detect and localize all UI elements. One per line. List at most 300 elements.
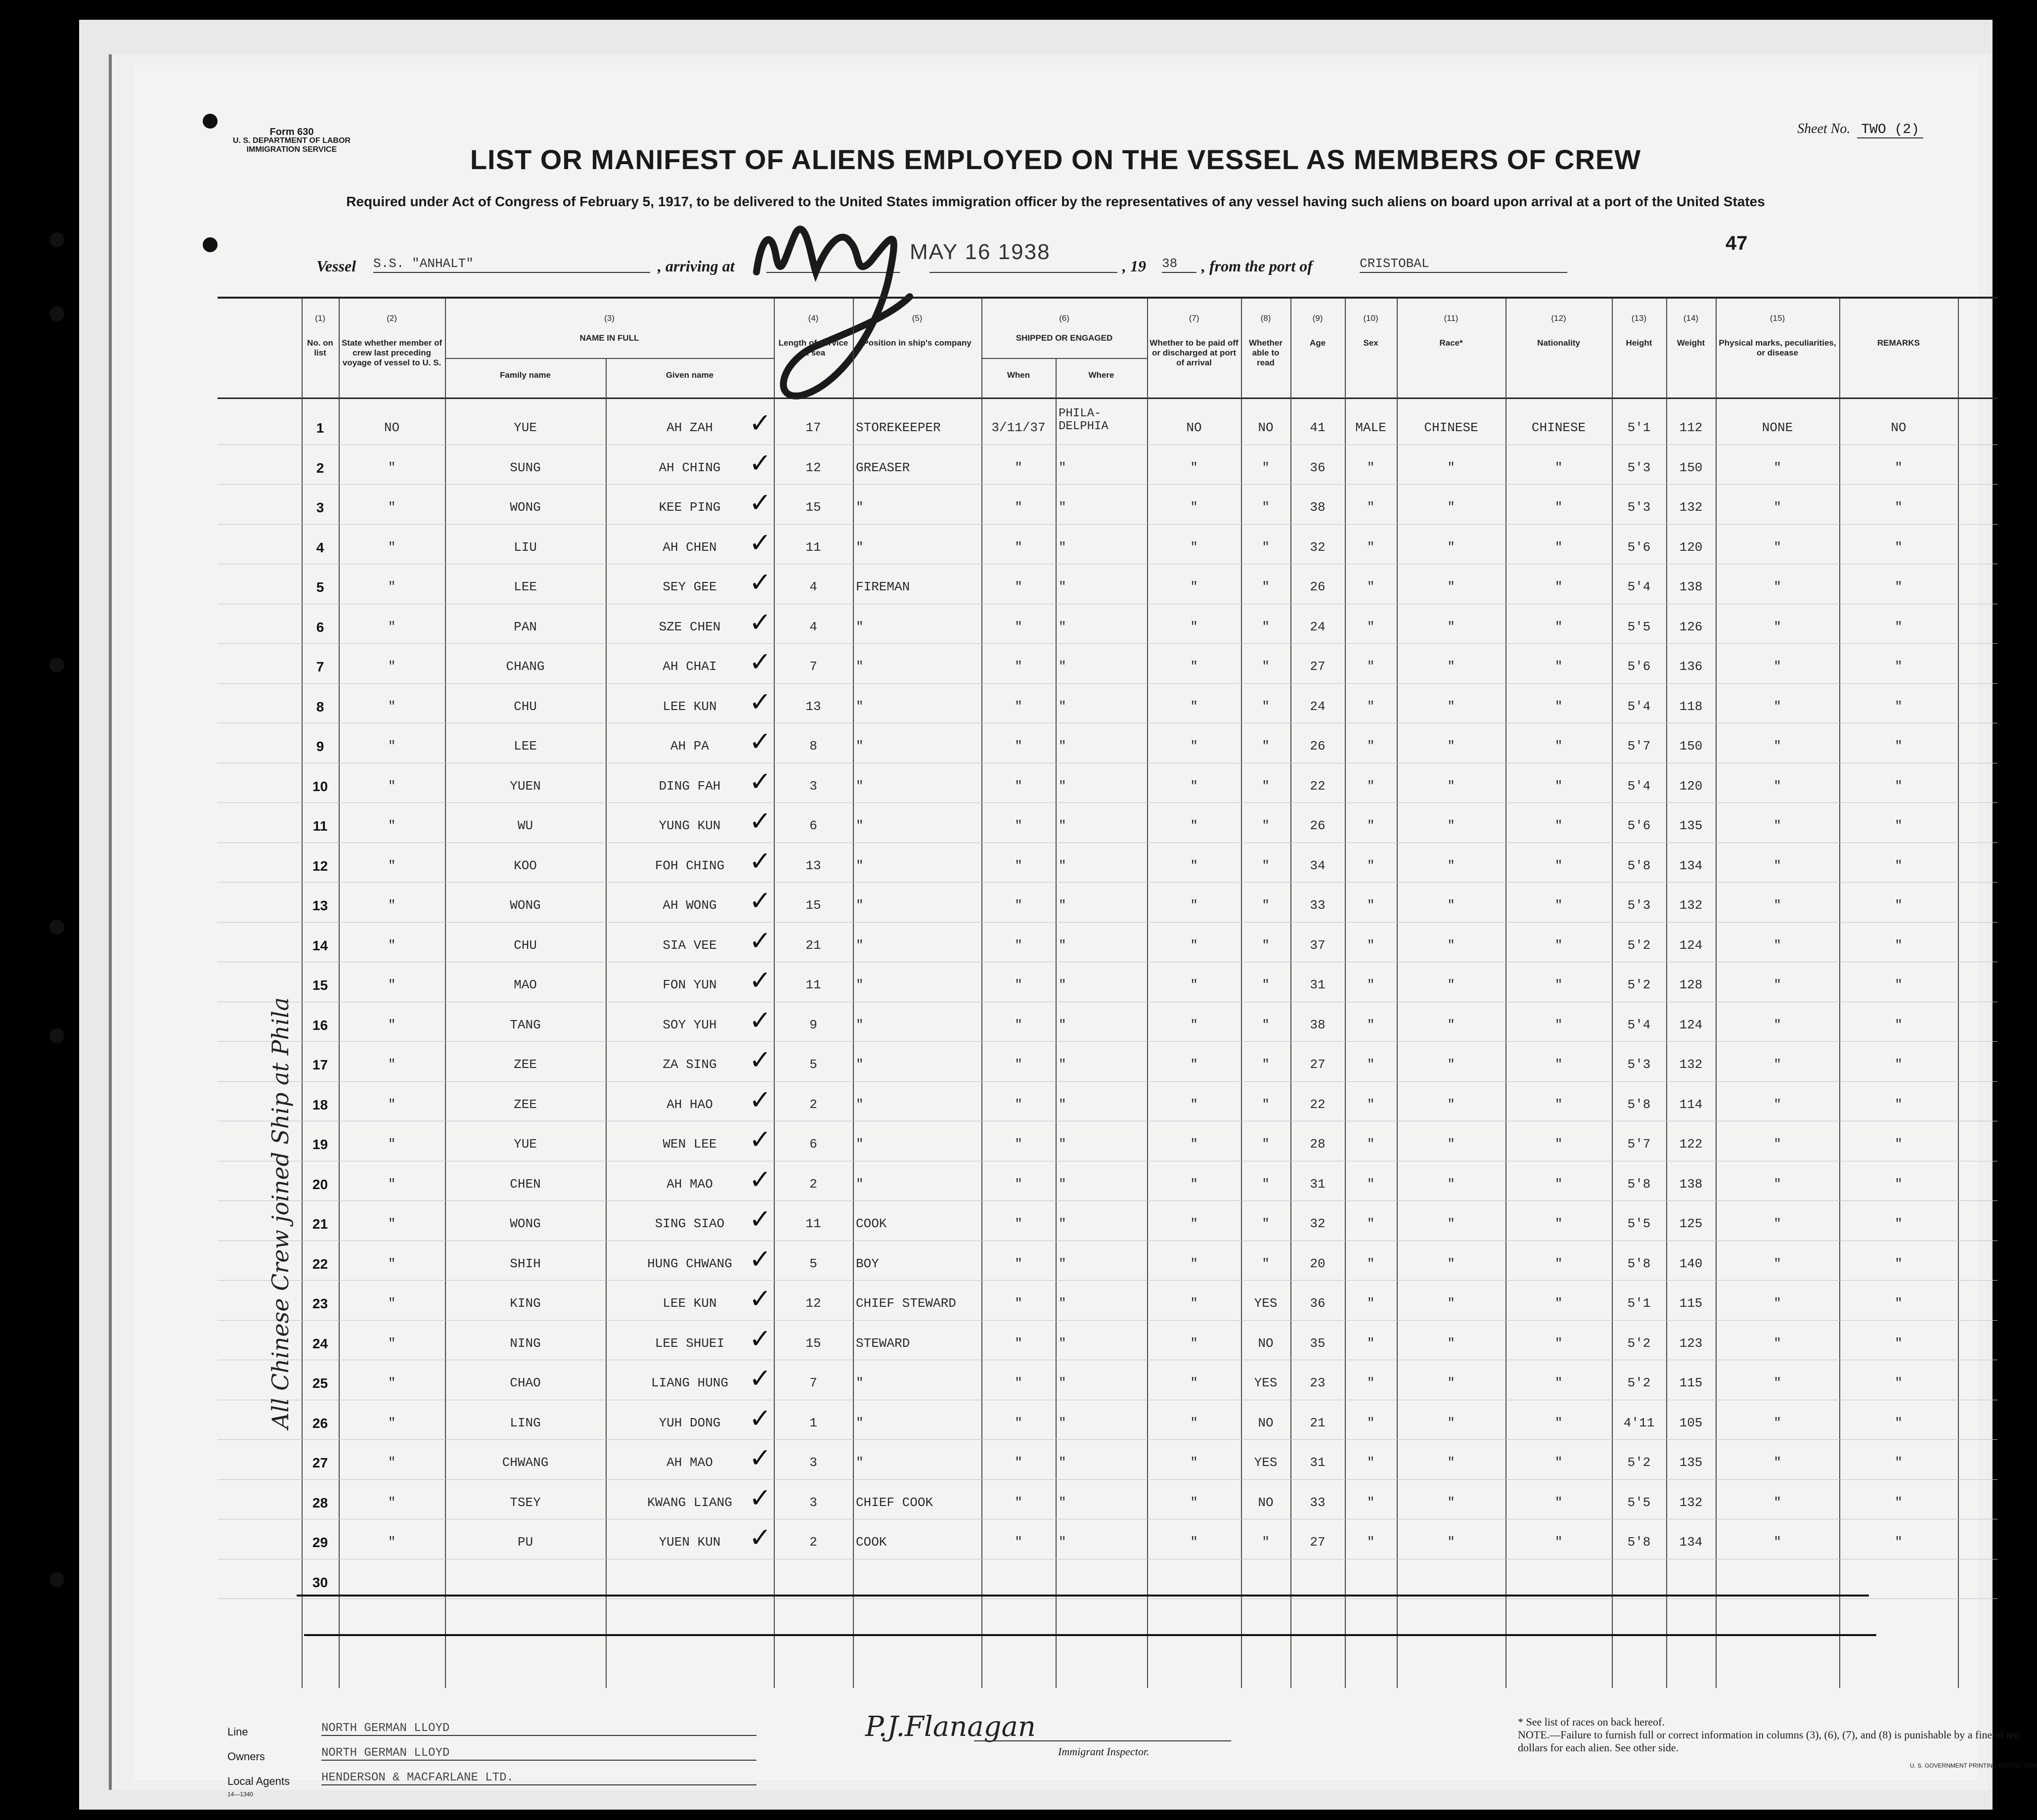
cell-paid-off: " bbox=[1190, 1415, 1198, 1430]
cell-previous-voyage: " bbox=[388, 937, 396, 953]
cell-row-number: 27 bbox=[312, 1455, 328, 1470]
cell-age: 26 bbox=[1310, 579, 1326, 594]
cell-able-to-read: " bbox=[1262, 619, 1270, 634]
cell-shipped-where: " bbox=[1059, 1495, 1066, 1510]
crew-table bbox=[218, 297, 1997, 1688]
cell-paid-off: " bbox=[1190, 539, 1198, 555]
cell-sex: " bbox=[1367, 539, 1375, 555]
cell-nationality: " bbox=[1554, 1455, 1563, 1470]
cell-previous-voyage: " bbox=[388, 1296, 396, 1311]
cell-age: 31 bbox=[1310, 977, 1326, 992]
cell-physical-marks: " bbox=[1773, 1415, 1781, 1430]
column-label: NAME IN FULL bbox=[579, 333, 639, 343]
cell-physical-marks: " bbox=[1773, 898, 1781, 913]
cell-position: " bbox=[856, 1057, 864, 1072]
cell-weight: 132 bbox=[1679, 1495, 1703, 1510]
cell-physical-marks: " bbox=[1773, 1017, 1781, 1032]
cell-shipped-when: " bbox=[1015, 1495, 1022, 1510]
cell-position: " bbox=[856, 1415, 864, 1430]
cell-physical-marks: " bbox=[1773, 1455, 1781, 1470]
cell-able-to-read: NO bbox=[1258, 1495, 1274, 1510]
binder-hole bbox=[49, 1572, 64, 1587]
cell-family-name: WONG bbox=[510, 500, 541, 515]
cell-physical-marks: " bbox=[1773, 818, 1781, 833]
check-mark-icon: ✓ bbox=[749, 686, 772, 717]
closing-line bbox=[304, 1634, 1876, 1636]
check-mark-icon: ✓ bbox=[749, 407, 772, 439]
cell-age: 24 bbox=[1310, 699, 1326, 714]
cell-family-name: SHIH bbox=[510, 1256, 541, 1271]
signature-line bbox=[974, 1740, 1231, 1741]
cell-remarks: " bbox=[1895, 460, 1903, 475]
cell-able-to-read: " bbox=[1262, 778, 1270, 794]
cell-weight: 120 bbox=[1679, 778, 1703, 794]
table-row bbox=[218, 1005, 1997, 1044]
cell-shipped-when: " bbox=[1015, 1335, 1022, 1351]
cell-length-of-service: 12 bbox=[805, 1296, 821, 1311]
cell-physical-marks: " bbox=[1773, 500, 1781, 515]
cell-age: 31 bbox=[1310, 1176, 1326, 1192]
cell-remarks: " bbox=[1895, 1495, 1903, 1510]
cell-sex: " bbox=[1367, 778, 1375, 794]
cell-physical-marks: " bbox=[1773, 1256, 1781, 1271]
cell-weight: 150 bbox=[1679, 739, 1703, 754]
cell-physical-marks: " bbox=[1773, 619, 1781, 634]
cell-remarks: " bbox=[1895, 778, 1903, 794]
cell-given-name: YUEN KUN bbox=[659, 1535, 721, 1550]
cell-height: 5'8 bbox=[1627, 1256, 1651, 1271]
cell-remarks: " bbox=[1895, 1137, 1903, 1152]
cell-shipped-when: " bbox=[1015, 1216, 1022, 1231]
vessel-value: S.S. "ANHALT" bbox=[373, 256, 650, 273]
table-row bbox=[218, 487, 1997, 527]
cell-family-name: ZEE bbox=[514, 1057, 537, 1072]
cell-shipped-when: " bbox=[1015, 1057, 1022, 1072]
cell-position: " bbox=[856, 778, 864, 794]
check-mark-icon: ✓ bbox=[749, 527, 772, 558]
cell-position: " bbox=[856, 1017, 864, 1032]
cell-shipped-when: " bbox=[1015, 1137, 1022, 1152]
cell-row-number: 29 bbox=[312, 1535, 328, 1550]
cell-family-name: CHU bbox=[514, 699, 537, 714]
cell-height: 5'6 bbox=[1627, 539, 1651, 555]
cell-physical-marks: " bbox=[1773, 1057, 1781, 1072]
cell-physical-marks: " bbox=[1773, 1137, 1781, 1152]
cell-height: 5'2 bbox=[1627, 1335, 1651, 1351]
column-header bbox=[339, 299, 445, 398]
table-row bbox=[218, 407, 1997, 447]
cell-able-to-read: " bbox=[1262, 1057, 1270, 1072]
check-mark-icon: ✓ bbox=[749, 805, 772, 837]
cell-nationality: " bbox=[1554, 539, 1563, 555]
cell-family-name: KOO bbox=[514, 858, 537, 873]
column-header bbox=[1716, 299, 1839, 398]
cell-able-to-read: " bbox=[1262, 1176, 1270, 1192]
column-header bbox=[853, 299, 981, 398]
column-number: (2) bbox=[387, 313, 397, 323]
cell-shipped-when: " bbox=[1015, 1455, 1022, 1470]
cell-given-name: WEN LEE bbox=[663, 1137, 717, 1152]
cell-height: 5'3 bbox=[1627, 500, 1651, 515]
cell-given-name: AH CHING bbox=[659, 460, 721, 475]
cell-given-name: AH HAO bbox=[666, 1097, 713, 1112]
column-number: (12) bbox=[1551, 313, 1566, 323]
cell-able-to-read: NO bbox=[1258, 1415, 1274, 1430]
cell-position: " bbox=[856, 937, 864, 953]
cell-paid-off: " bbox=[1190, 977, 1198, 992]
cell-row-number: 1 bbox=[316, 420, 324, 436]
cell-shipped-when: " bbox=[1015, 898, 1022, 913]
cell-height: 5'3 bbox=[1627, 898, 1651, 913]
cell-able-to-read: " bbox=[1262, 1097, 1270, 1112]
cell-nationality: " bbox=[1554, 1137, 1563, 1152]
cell-row-number: 8 bbox=[316, 699, 324, 714]
cell-row-number: 24 bbox=[312, 1335, 328, 1351]
check-mark-icon: ✓ bbox=[749, 606, 772, 638]
cell-remarks: " bbox=[1895, 1017, 1903, 1032]
cell-family-name: YUE bbox=[514, 1137, 537, 1152]
cell-family-name: LEE bbox=[514, 739, 537, 754]
cell-race: " bbox=[1447, 1296, 1455, 1311]
cell-position: " bbox=[856, 1376, 864, 1390]
cell-nationality: " bbox=[1554, 1017, 1563, 1032]
check-mark-icon: ✓ bbox=[749, 1283, 772, 1314]
cell-family-name: CHANG bbox=[506, 659, 545, 674]
cell-family-name: SUNG bbox=[510, 460, 541, 475]
cell-shipped-when: " bbox=[1015, 579, 1022, 594]
cell-remarks: " bbox=[1895, 1296, 1903, 1311]
cell-paid-off: " bbox=[1190, 937, 1198, 953]
table-row bbox=[218, 965, 1997, 1004]
cell-length-of-service: 4 bbox=[809, 579, 817, 594]
cell-physical-marks: " bbox=[1773, 699, 1781, 714]
check-mark-icon: ✓ bbox=[749, 965, 772, 996]
cell-sex: " bbox=[1367, 739, 1375, 754]
table-row bbox=[218, 766, 1997, 805]
cell-remarks: " bbox=[1895, 619, 1903, 634]
cell-position: CHIEF COOK bbox=[856, 1495, 933, 1510]
cell-race: " bbox=[1447, 778, 1455, 794]
cell-previous-voyage: " bbox=[388, 1256, 396, 1271]
cell-paid-off: " bbox=[1190, 500, 1198, 515]
cell-shipped-where: PHILA-DELPHIA bbox=[1059, 407, 1108, 433]
cell-able-to-read: " bbox=[1262, 659, 1270, 674]
cell-age: 28 bbox=[1310, 1137, 1326, 1152]
cell-shipped-when: " bbox=[1015, 1097, 1022, 1112]
cell-given-name: AH CHAI bbox=[663, 659, 717, 674]
cell-family-name: LEE bbox=[514, 579, 537, 594]
cell-paid-off: " bbox=[1190, 659, 1198, 674]
cell-age: 34 bbox=[1310, 858, 1326, 873]
cell-race: " bbox=[1447, 460, 1455, 475]
cell-height: 5'5 bbox=[1627, 619, 1651, 634]
cell-given-name: HUNG CHWANG bbox=[647, 1256, 732, 1271]
check-mark-icon: ✓ bbox=[749, 1522, 772, 1553]
cell-shipped-when: " bbox=[1015, 1535, 1022, 1550]
cell-sex: MALE bbox=[1355, 420, 1386, 435]
cell-position: " bbox=[856, 818, 864, 833]
cell-shipped-where: " bbox=[1059, 937, 1066, 953]
check-mark-icon: ✓ bbox=[749, 487, 772, 518]
cell-sex: " bbox=[1367, 699, 1375, 714]
cell-remarks: " bbox=[1895, 858, 1903, 873]
cell-length-of-service: 11 bbox=[805, 539, 821, 555]
punch-hole bbox=[203, 114, 218, 129]
cell-row-number: 7 bbox=[316, 659, 324, 674]
cell-able-to-read: " bbox=[1262, 1137, 1270, 1152]
year-label: , 19 bbox=[1122, 257, 1146, 275]
cell-race: " bbox=[1447, 1216, 1455, 1231]
cell-weight: 123 bbox=[1679, 1335, 1703, 1351]
table-row bbox=[218, 1522, 1997, 1561]
cell-sex: " bbox=[1367, 579, 1375, 594]
cell-shipped-when: " bbox=[1015, 1296, 1022, 1311]
cell-previous-voyage: " bbox=[388, 1097, 396, 1112]
cell-paid-off: " bbox=[1190, 1335, 1198, 1351]
cell-sex: " bbox=[1367, 1097, 1375, 1112]
cell-given-name: FON YUN bbox=[663, 977, 717, 992]
column-label: Length of service at sea bbox=[778, 338, 848, 357]
cell-sex: " bbox=[1367, 1495, 1375, 1510]
cell-row-number: 12 bbox=[312, 858, 328, 874]
cell-previous-voyage: " bbox=[388, 1216, 396, 1231]
cell-paid-off: " bbox=[1190, 1455, 1198, 1470]
check-mark-icon: ✓ bbox=[749, 447, 772, 479]
cell-weight: 150 bbox=[1679, 460, 1703, 475]
cell-shipped-where: " bbox=[1059, 1176, 1066, 1192]
cell-age: 41 bbox=[1310, 420, 1326, 435]
cell-previous-voyage: " bbox=[388, 1335, 396, 1351]
cell-length-of-service: 3 bbox=[809, 778, 817, 794]
cell-weight: 105 bbox=[1679, 1415, 1703, 1430]
cell-given-name: SING SIAO bbox=[655, 1216, 725, 1231]
cell-nationality: " bbox=[1554, 1057, 1563, 1072]
cell-position: " bbox=[856, 539, 864, 555]
cell-family-name: YUEN bbox=[510, 778, 541, 794]
cell-previous-voyage: " bbox=[388, 778, 396, 794]
cell-age: 36 bbox=[1310, 1296, 1326, 1311]
table-row bbox=[218, 1124, 1997, 1163]
cell-physical-marks: " bbox=[1773, 1376, 1781, 1390]
cell-given-name: LEE KUN bbox=[663, 699, 717, 714]
cell-race: " bbox=[1447, 539, 1455, 555]
manifest-sheet bbox=[133, 64, 2037, 1798]
cell-given-name: FOH CHING bbox=[655, 858, 725, 873]
cell-race: " bbox=[1447, 619, 1455, 634]
cell-nationality: " bbox=[1554, 1176, 1563, 1192]
port-value: CRISTOBAL bbox=[1360, 256, 1567, 273]
arriving-label: , arriving at bbox=[658, 257, 735, 275]
cell-shipped-when: " bbox=[1015, 659, 1022, 674]
column-number: (14) bbox=[1683, 313, 1699, 323]
check-mark-icon: ✓ bbox=[749, 567, 772, 598]
cell-weight: 125 bbox=[1679, 1216, 1703, 1231]
page-title: LIST OR MANIFEST OF ALIENS EMPLOYED ON THE VESSEL AS MEMBERS OF CREW bbox=[470, 144, 1641, 175]
cell-race: " bbox=[1447, 1256, 1455, 1271]
cell-shipped-where: " bbox=[1059, 579, 1066, 594]
cell-height: 5'8 bbox=[1627, 1097, 1651, 1112]
cell-length-of-service: 13 bbox=[805, 858, 821, 873]
column-label: Nationality bbox=[1537, 338, 1580, 348]
cell-row-number: 23 bbox=[312, 1296, 328, 1311]
cell-sex: " bbox=[1367, 1415, 1375, 1430]
cell-given-name: YUH DONG bbox=[659, 1415, 721, 1430]
cell-length-of-service: 4 bbox=[809, 619, 817, 634]
cell-sex: " bbox=[1367, 858, 1375, 873]
cell-length-of-service: 3 bbox=[809, 1455, 817, 1470]
cell-able-to-read: " bbox=[1262, 699, 1270, 714]
cell-family-name: ZEE bbox=[514, 1097, 537, 1112]
cell-shipped-where: " bbox=[1059, 977, 1066, 992]
cell-sex: " bbox=[1367, 1335, 1375, 1351]
cell-race: " bbox=[1447, 1455, 1455, 1470]
cell-weight: 132 bbox=[1679, 898, 1703, 913]
cell-age: 26 bbox=[1310, 818, 1326, 833]
cell-given-name: LIANG HUNG bbox=[651, 1376, 729, 1390]
cell-race: " bbox=[1447, 699, 1455, 714]
cell-age: 27 bbox=[1310, 1057, 1326, 1072]
cell-height: 5'4 bbox=[1627, 579, 1651, 594]
cell-row-number: 19 bbox=[312, 1137, 328, 1152]
cell-physical-marks: " bbox=[1773, 1176, 1781, 1192]
cell-able-to-read: " bbox=[1262, 579, 1270, 594]
cell-row-number: 20 bbox=[312, 1176, 328, 1192]
cell-shipped-where: " bbox=[1059, 1296, 1066, 1311]
column-number: (10) bbox=[1363, 313, 1378, 323]
cell-paid-off: " bbox=[1190, 460, 1198, 475]
cell-length-of-service: 5 bbox=[809, 1057, 817, 1072]
column-header bbox=[445, 358, 606, 398]
cell-length-of-service: 8 bbox=[809, 739, 817, 754]
column-number: (5) bbox=[912, 313, 923, 323]
cell-age: 22 bbox=[1310, 778, 1326, 794]
column-label: Family name bbox=[500, 370, 551, 380]
cell-family-name: LING bbox=[510, 1415, 541, 1430]
cell-previous-voyage: " bbox=[388, 818, 396, 833]
cell-race: " bbox=[1447, 1335, 1455, 1351]
cell-paid-off: " bbox=[1190, 1296, 1198, 1311]
column-number: (9) bbox=[1312, 313, 1323, 323]
column-label: REMARKS bbox=[1877, 338, 1920, 348]
cell-shipped-when: " bbox=[1015, 619, 1022, 634]
cell-sex: " bbox=[1367, 1376, 1375, 1390]
cell-shipped-where: " bbox=[1059, 1376, 1066, 1390]
cell-previous-voyage: " bbox=[388, 1057, 396, 1072]
cell-row-number: 10 bbox=[312, 778, 328, 794]
cell-remarks: " bbox=[1895, 977, 1903, 992]
cell-weight: 115 bbox=[1679, 1296, 1703, 1311]
cell-age: 38 bbox=[1310, 500, 1326, 515]
form-number: Form 630 bbox=[269, 127, 314, 137]
cell-race: " bbox=[1447, 858, 1455, 873]
cell-length-of-service: 1 bbox=[809, 1415, 817, 1430]
cell-shipped-when: " bbox=[1015, 1415, 1022, 1430]
cell-given-name: SIA VEE bbox=[663, 937, 717, 953]
cell-sex: " bbox=[1367, 619, 1375, 634]
cell-length-of-service: 2 bbox=[809, 1176, 817, 1192]
column-header bbox=[1612, 299, 1666, 398]
column-header bbox=[774, 299, 853, 398]
cell-previous-voyage: " bbox=[388, 739, 396, 754]
column-header bbox=[1345, 299, 1397, 398]
cell-family-name: CHU bbox=[514, 937, 537, 953]
cell-race: CHINESE bbox=[1424, 420, 1478, 435]
column-number: (8) bbox=[1260, 313, 1271, 323]
cell-given-name: SEY GEE bbox=[663, 579, 717, 594]
cell-previous-voyage: NO bbox=[384, 420, 400, 435]
check-mark-icon: ✓ bbox=[749, 1163, 772, 1195]
cell-age: 27 bbox=[1310, 659, 1326, 674]
cell-position: " bbox=[856, 739, 864, 754]
cell-given-name: LEE SHUEI bbox=[655, 1335, 725, 1351]
column-header bbox=[1666, 299, 1716, 398]
cell-row-number: 13 bbox=[312, 898, 328, 913]
cell-family-name: TANG bbox=[510, 1017, 541, 1032]
cell-paid-off: " bbox=[1190, 699, 1198, 714]
cell-family-name: WONG bbox=[510, 898, 541, 913]
binder-hole bbox=[49, 232, 64, 247]
cell-race: " bbox=[1447, 1137, 1455, 1152]
cell-previous-voyage: " bbox=[388, 1495, 396, 1510]
cell-height: 5'2 bbox=[1627, 977, 1651, 992]
cell-weight: 124 bbox=[1679, 937, 1703, 953]
cell-family-name: PU bbox=[517, 1535, 533, 1550]
cell-nationality: " bbox=[1554, 1216, 1563, 1231]
cell-remarks: " bbox=[1895, 739, 1903, 754]
port-label: , from the port of bbox=[1201, 257, 1313, 275]
cell-remarks: " bbox=[1895, 699, 1903, 714]
cell-length-of-service: 11 bbox=[805, 977, 821, 992]
cell-age: 22 bbox=[1310, 1097, 1326, 1112]
cell-paid-off: " bbox=[1190, 1097, 1198, 1112]
cell-row-number: 2 bbox=[316, 460, 324, 476]
agents-label: Local Agents bbox=[227, 1775, 290, 1787]
cell-sex: " bbox=[1367, 460, 1375, 475]
cell-position: " bbox=[856, 500, 864, 515]
binder-hole bbox=[49, 658, 64, 672]
cell-weight: 122 bbox=[1679, 1137, 1703, 1152]
cell-physical-marks: " bbox=[1773, 659, 1781, 674]
cell-weight: 135 bbox=[1679, 1455, 1703, 1470]
cell-age: 33 bbox=[1310, 1495, 1326, 1510]
service: IMMIGRATION SERVICE bbox=[246, 145, 337, 154]
binder-hole bbox=[49, 920, 64, 934]
cell-able-to-read: " bbox=[1262, 1017, 1270, 1032]
cell-length-of-service: 5 bbox=[809, 1256, 817, 1271]
column-number: (3) bbox=[604, 313, 615, 323]
cell-physical-marks: " bbox=[1773, 1216, 1781, 1231]
cell-remarks: " bbox=[1895, 539, 1903, 555]
cell-shipped-when: " bbox=[1015, 1256, 1022, 1271]
cell-paid-off: " bbox=[1190, 1256, 1198, 1271]
cell-length-of-service: 3 bbox=[809, 1495, 817, 1510]
cell-nationality: " bbox=[1554, 778, 1563, 794]
cell-shipped-where: " bbox=[1059, 1415, 1066, 1430]
table-row bbox=[218, 1283, 1997, 1323]
cell-length-of-service: 9 bbox=[809, 1017, 817, 1032]
cell-previous-voyage: " bbox=[388, 1455, 396, 1470]
cell-position: " bbox=[856, 977, 864, 992]
cell-sex: " bbox=[1367, 1176, 1375, 1192]
margin-handwritten-note: All Chinese Crew joined Ship at Phila bbox=[267, 997, 294, 1429]
cell-position: " bbox=[856, 659, 864, 674]
column-header bbox=[1839, 299, 1958, 398]
cell-sex: " bbox=[1367, 659, 1375, 674]
inspector-label: Immigrant Inspector. bbox=[1058, 1745, 1150, 1758]
table-row bbox=[218, 726, 1997, 765]
cell-nationality: " bbox=[1554, 1296, 1563, 1311]
cell-remarks: " bbox=[1895, 500, 1903, 515]
